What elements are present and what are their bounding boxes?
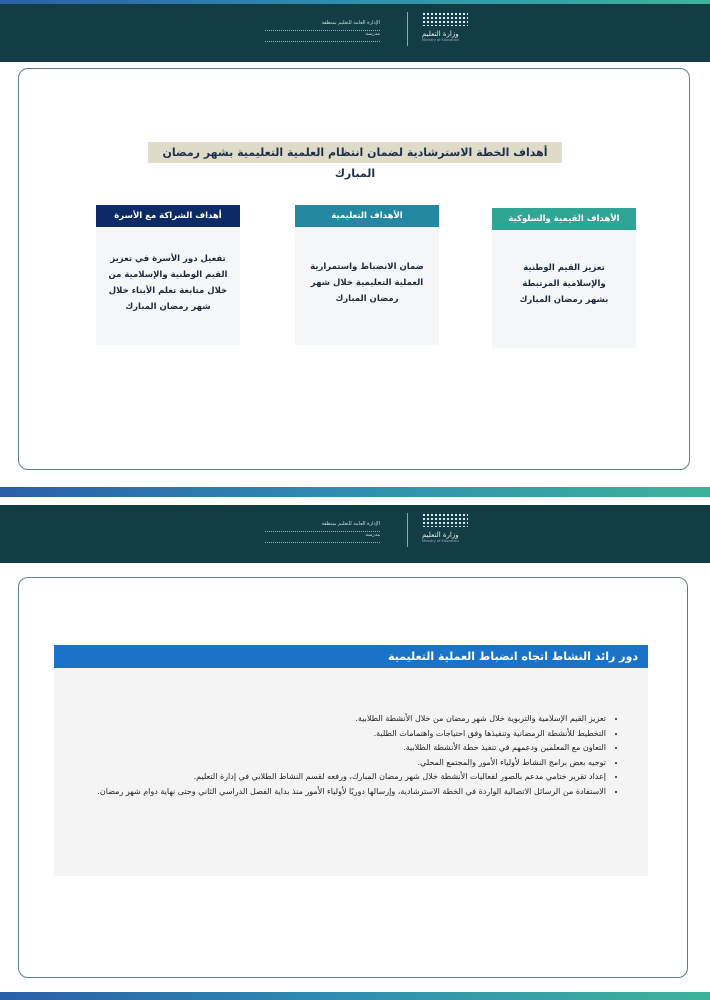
list-item: • الاستفادة من الرسائل الاتصالية الواردة في الخطة الاسترشادية، وإرسالها دوريًا لأولياء الأمور منذ بداية الفصل الدراسي الثاني وحتى نهاية دوام شهر رمضان.: [76, 785, 606, 800]
goal-header: أهداف الشراكة مع الأسرة: [96, 205, 240, 227]
goal-box-values: [492, 208, 636, 348]
goal-text: تعزيز القيم الوطنية والإسلامية المرتبطة بشهر رمضان المبارك: [519, 263, 609, 305]
role-list-box: [54, 668, 648, 876]
region-label: الإدارة العامة للتعليم بمنطقة: [265, 20, 380, 31]
role-list: [76, 712, 626, 799]
list-item: • التخطيط للأنشطة الرمضانية وتنفيذها وفق احتياجات واهتمامات الطلبة.: [76, 727, 606, 742]
ministry-logo: [422, 513, 474, 549]
page-header-2: [0, 505, 710, 563]
logo-dots-icon: [422, 513, 468, 527]
school-label: مدرسة: [265, 532, 380, 543]
slide-title: أهداف الخطة الاسترشادية لضمان انتظام العلمية التعليمية بشهر رمضان المبارك: [148, 142, 562, 163]
divider: [407, 12, 408, 46]
list-item: • إعداد تقرير ختامي مدعم بالصور لفعاليات الأنشطة خلال شهر رمضان المبارك، ورفعه لقسم النشاط الطلابي في إدارة التعليم.: [76, 770, 606, 785]
page-separator: [0, 487, 710, 497]
bottom-stripe: [0, 992, 710, 1000]
logo-dots-icon: [422, 12, 468, 26]
section-title: دور رائد النشاط اتجاه انضباط العملية التعليمية: [54, 645, 648, 668]
logo-en: Ministry of Education: [422, 38, 459, 42]
list-item: • التعاون مع المعلمين ودعمهم في تنفيذ خطة الأنشطة الطلابية.: [76, 741, 606, 756]
page-header: [0, 4, 710, 62]
goal-box-family: [96, 205, 240, 345]
goal-box-educational: [295, 205, 439, 345]
school-label: مدرسة: [265, 31, 380, 42]
list-item: • تعزيز القيم الإسلامية والتربوية خلال شهر رمضان من خلال الأنشطة الطلابية.: [76, 712, 606, 727]
logo-ar: وزارة التعليم: [422, 531, 459, 539]
logo-en: Ministry of Education: [422, 539, 459, 543]
goal-text: تفعيل دور الأسرة في تعزيز القيم الوطنية والإسلامية من خلال متابعة تعلم الأبناء خلال شهر رمضان المبارك: [108, 254, 228, 312]
goal-header: الأهداف القيمية والسلوكية: [492, 208, 636, 230]
goal-text: ضمان الانضباط واستمرارية العملية التعليمية خلال شهر رمضان المبارك: [310, 262, 424, 304]
goal-header: الأهداف التعليمية: [295, 205, 439, 227]
ministry-logo: [422, 12, 474, 48]
divider: [407, 513, 408, 547]
list-item: • توجيه بعض برامج النشاط لأولياء الأمور والمجتمع المحلي.: [76, 756, 606, 771]
region-label: الإدارة العامة للتعليم بمنطقة: [265, 521, 380, 532]
logo-ar: وزارة التعليم: [422, 30, 459, 38]
